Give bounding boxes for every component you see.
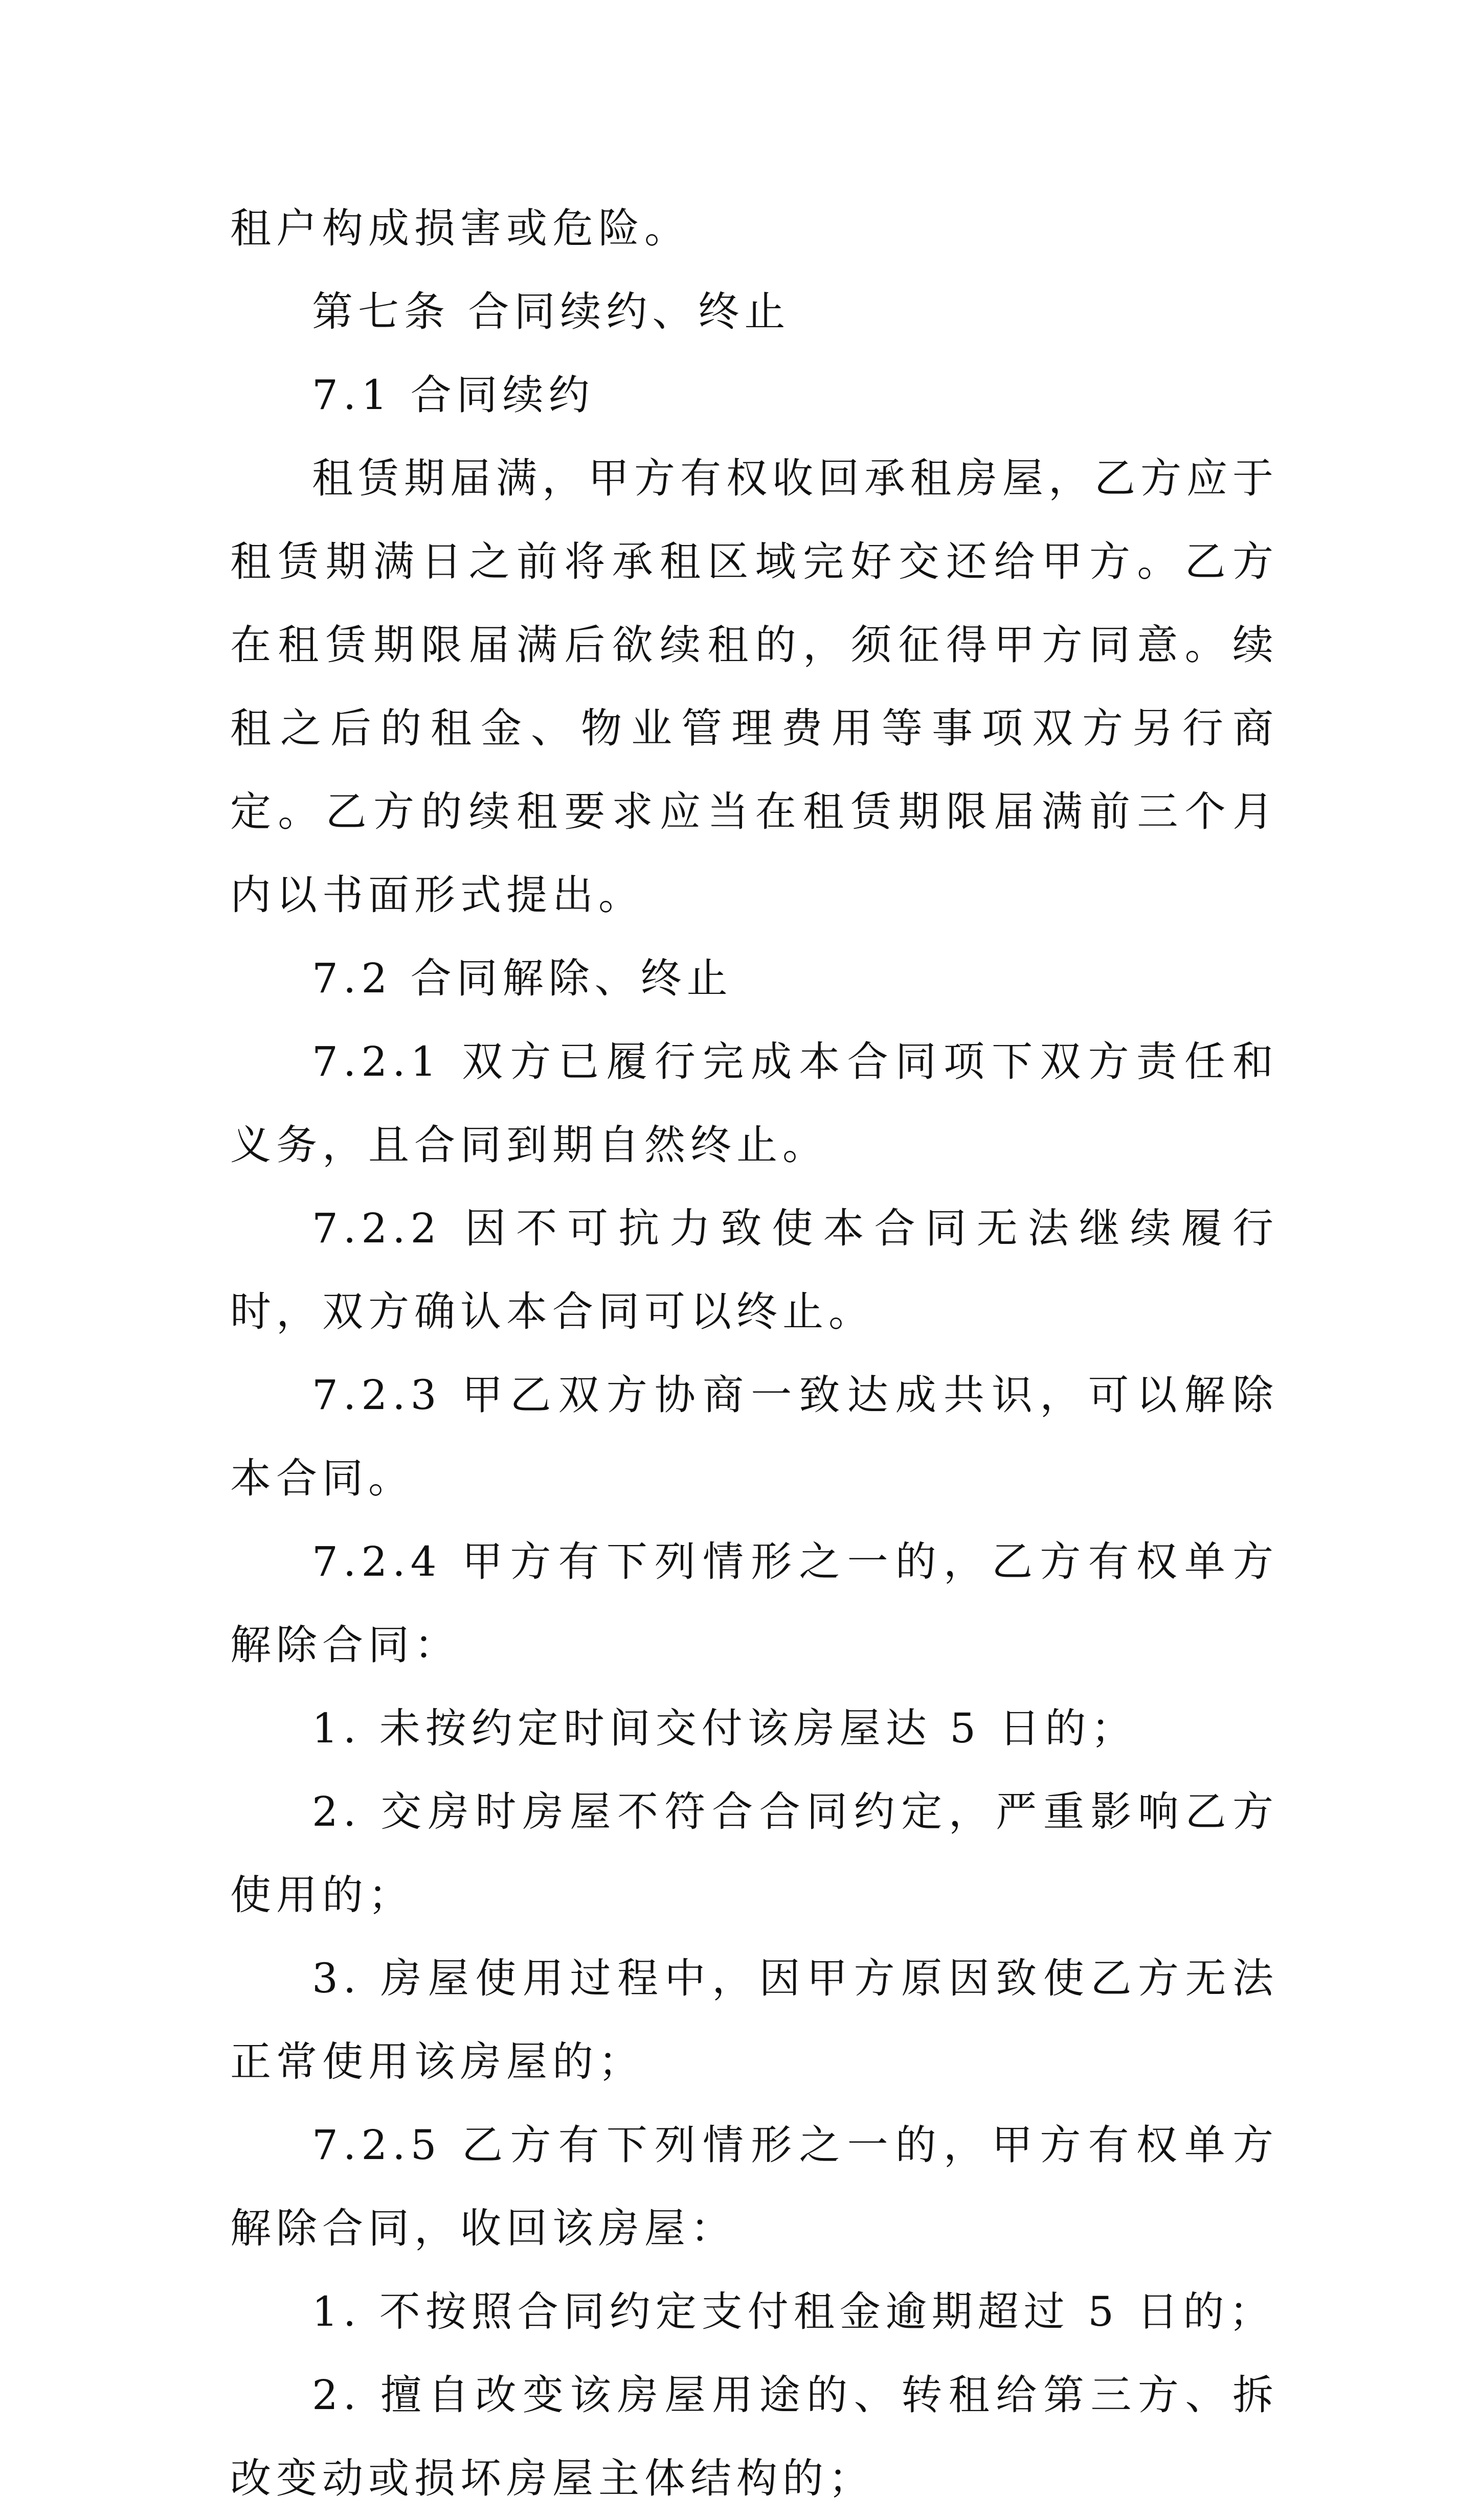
paragraph-continuation: 租户构成损害或危险。: [230, 205, 690, 252]
section-heading-renewal: 7.1 合同续约: [312, 371, 595, 419]
paragraph-renewal: 租赁期届满，甲方有权收回承租房屋，乙方应于租赁期满日之前将承租区域完好交还给甲方。乙方在租赁期限届满后欲续租的，须征得甲方同意。续租之后的租金、物业管理费用等事项双方另行商定。乙方的续租要求应当在租赁期限届满前三个月内以书面形式提出。: [230, 455, 1279, 919]
clause-7-2-2: 7.2.2 因不可抗力致使本合同无法继续履行时，双方确认本合同可以终止。: [230, 1205, 1279, 1335]
list-item: 2. 交房时房屋不符合合同约定，严重影响乙方使用的；: [230, 1788, 1279, 1919]
clause-7-2-4: 7.2.4 甲方有下列情形之一的，乙方有权单方解除合同：: [230, 1538, 1279, 1669]
list-item: 2. 擅自改变该房屋用途的、转租给第三方、拆改变动或损坏房屋主体结构的；: [230, 2371, 1279, 2502]
list-item: 1. 未按约定时间交付该房屋达 5 日的；: [312, 1705, 1137, 1752]
clause-7-2-1: 7.2.1 双方已履行完成本合同项下双方责任和义务，且合同到期自然终止。: [230, 1038, 1279, 1169]
article-heading: 第七条 合同续约、终止: [312, 288, 791, 335]
list-item: 3. 房屋使用过程中，因甲方原因致使乙方无法正常使用该房屋的；: [230, 1955, 1279, 2085]
clause-7-2-5: 7.2.5 乙方有下列情形之一的，甲方有权单方解除合同，收回该房屋：: [230, 2121, 1279, 2252]
contract-body: [230, 187, 1279, 2520]
section-heading-termination: 7.2 合同解除、终止: [312, 955, 733, 1002]
clause-7-2-3: 7.2.3 甲乙双方协商一致达成共识，可以解除本合同。: [230, 1371, 1279, 1502]
list-item: 1. 不按照合同约定支付租金逾期超过 5 日的；: [312, 2288, 1275, 2335]
